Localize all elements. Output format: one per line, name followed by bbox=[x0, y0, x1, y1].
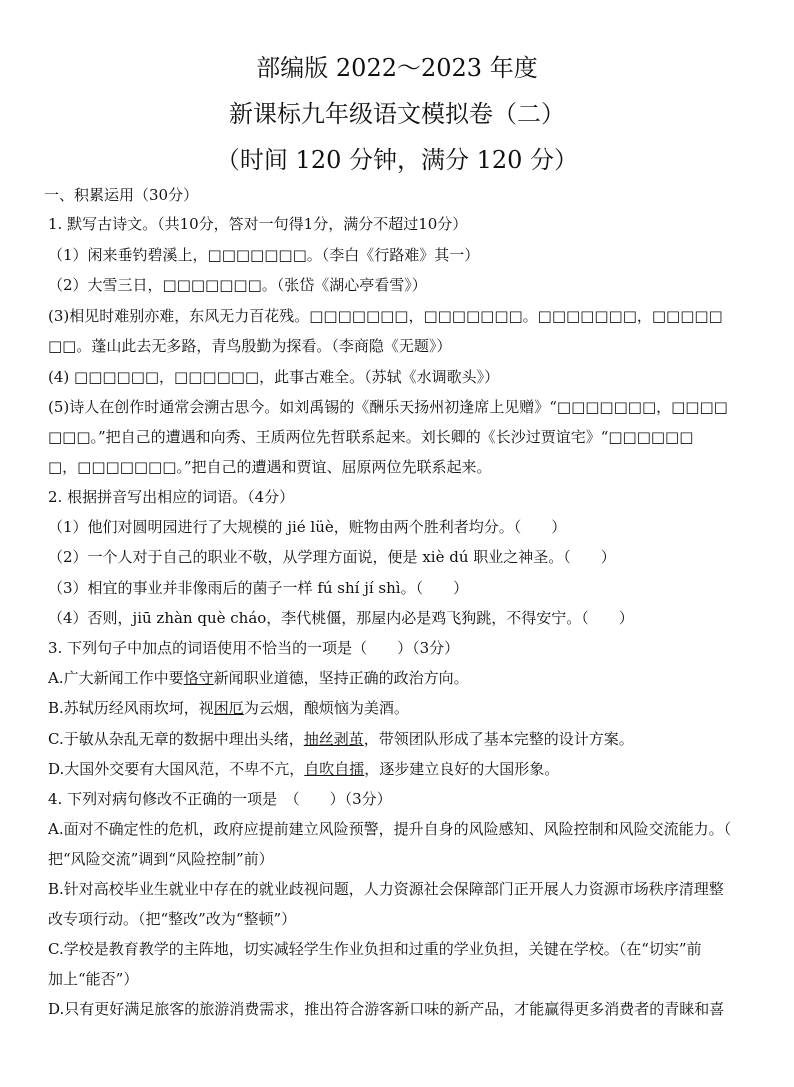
option-text: B.苏轼历经风雨坎坷，视 bbox=[48, 699, 214, 717]
question-4-option-d: D.只有更好满足旅客的旅游消费需求，推出符合游客新口味的新产品，才能赢得更多消费者的青睐和喜 bbox=[48, 1000, 725, 1018]
option-text: 为云烟，酿烦恼为美酒。 bbox=[243, 699, 409, 717]
question-3-stem: 3. 下列句子中加点的词语使用不恰当的一项是（ ）（3分） bbox=[48, 639, 460, 657]
exam-subtitle: 新课标九年级语文模拟卷（二） bbox=[229, 100, 565, 128]
exam-title: 部编版 2022～2023 年度 bbox=[256, 54, 538, 82]
section-heading: 一、积累运用（30分） bbox=[44, 186, 199, 204]
question-3-option-d bbox=[48, 758, 559, 779]
question-3-option-b bbox=[48, 697, 409, 718]
question-4-stem: 4. 下列对病句修改不正确的一项是 （ ）（3分） bbox=[48, 790, 392, 808]
question-4-option-c: C.学校是教育教学的主阵地，切实减轻学生作业负担和过重的学业负担，关键在学校。（在“切实”前 bbox=[48, 940, 702, 958]
question-2-stem: 2. 根据拼音写出相应的词语。（4分） bbox=[48, 488, 295, 506]
question-1-part-3-cont: □□。蓬山此去无多路，青鸟殷勤为探看。（李商隐《无题》） bbox=[48, 337, 452, 355]
question-2-item-1: （1）他们对圆明园进行了大规模的 jié lüè，赃物由两个胜利者均分。（ ） bbox=[48, 518, 567, 536]
option-text: D.大国外交要有大国风范，不卑不亢， bbox=[48, 760, 305, 778]
question-4-option-b: B.针对高校毕业生就业中存在的就业歧视问题，人力资源社会保障部门正开展人力资源市场秩序清理整 bbox=[48, 880, 724, 898]
question-1-part-4: (4) □□□□□□，□□□□□□，此事古难全。（苏轼《水调歌头》） bbox=[48, 368, 500, 386]
question-1-part-5-cont2: □，□□□□□□□。”把自己的遭遇和贾谊、屈原两位先联系起来。 bbox=[48, 458, 492, 476]
option-text: C.于敏从杂乱无章的数据中理出头绪， bbox=[48, 730, 304, 748]
question-3-option-c bbox=[48, 728, 634, 749]
dotted-word: 抽丝剥茧 bbox=[303, 730, 364, 748]
question-1-part-3: (3)相见时难别亦难，东风无力百花残。□□□□□□□，□□□□□□□。□□□□□□□，□□□□□ bbox=[48, 307, 723, 325]
question-2-item-2: （2）一个人对于自己的职业不敬，从学理方面说，便是 xiè dú 职业之神圣。（ ） bbox=[48, 548, 616, 566]
question-1-part-1: （1）闲来垂钓碧溪上，□□□□□□□。（李白《行路难》其一） bbox=[48, 246, 480, 264]
question-1-part-5: (5)诗人在创作时通常会溯古思今。如刘禹锡的《酬乐天扬州初逢席上见赠》“□□□□□□□，□□□□ bbox=[48, 398, 728, 416]
question-4-option-a: A.面对不确定性的危机，政府应提前建立风险预警，提升自身的风险感知、风险控制和风险交流能力。（ bbox=[48, 820, 732, 838]
question-1-stem: 1. 默写古诗文。（共10分，答对一句得1分，满分不超过10分） bbox=[48, 215, 468, 233]
dotted-word: 恪守 bbox=[183, 669, 214, 687]
question-2-item-4: （4）否则，jiū zhàn què cháo，李代桃僵，那屋内必是鸡飞狗跳，不得安宁。（ ） bbox=[48, 609, 634, 627]
question-2-item-3: （3）相宜的事业并非像雨后的菌子一样 fú shí jí shì。（ ） bbox=[48, 579, 469, 597]
question-4-option-a-cont: 把“风险交流”调到“风险控制”前） bbox=[48, 850, 274, 868]
option-text: A.广大新闻工作中要 bbox=[48, 669, 184, 687]
question-3-option-a bbox=[48, 667, 469, 688]
option-text: ，带领团队形成了基本完整的设计方案。 bbox=[363, 730, 634, 748]
exam-time-score: （时间 120 分钟，满分 120 分） bbox=[215, 146, 579, 174]
dotted-word: 困厄 bbox=[213, 699, 244, 717]
question-4-option-b-cont: 改专项行动。（把“整改”改为“整顿”） bbox=[48, 910, 297, 928]
option-text: ，逐步建立良好的大国形象。 bbox=[364, 760, 560, 778]
question-4-option-c-cont: 加上“能否”） bbox=[48, 970, 139, 988]
question-1-part-2: （2）大雪三日，□□□□□□□。（张岱《湖心亭看雪》） bbox=[48, 276, 427, 294]
dotted-word: 自吹自擂 bbox=[304, 760, 365, 778]
question-1-part-5-cont: □□□。”把自己的遭遇和向秀、王质两位先哲联系起来。刘长卿的《长沙过贾谊宅》“□□□□□□ bbox=[48, 428, 694, 446]
option-text: 新闻职业道德，坚持正确的政治方向。 bbox=[213, 669, 469, 687]
